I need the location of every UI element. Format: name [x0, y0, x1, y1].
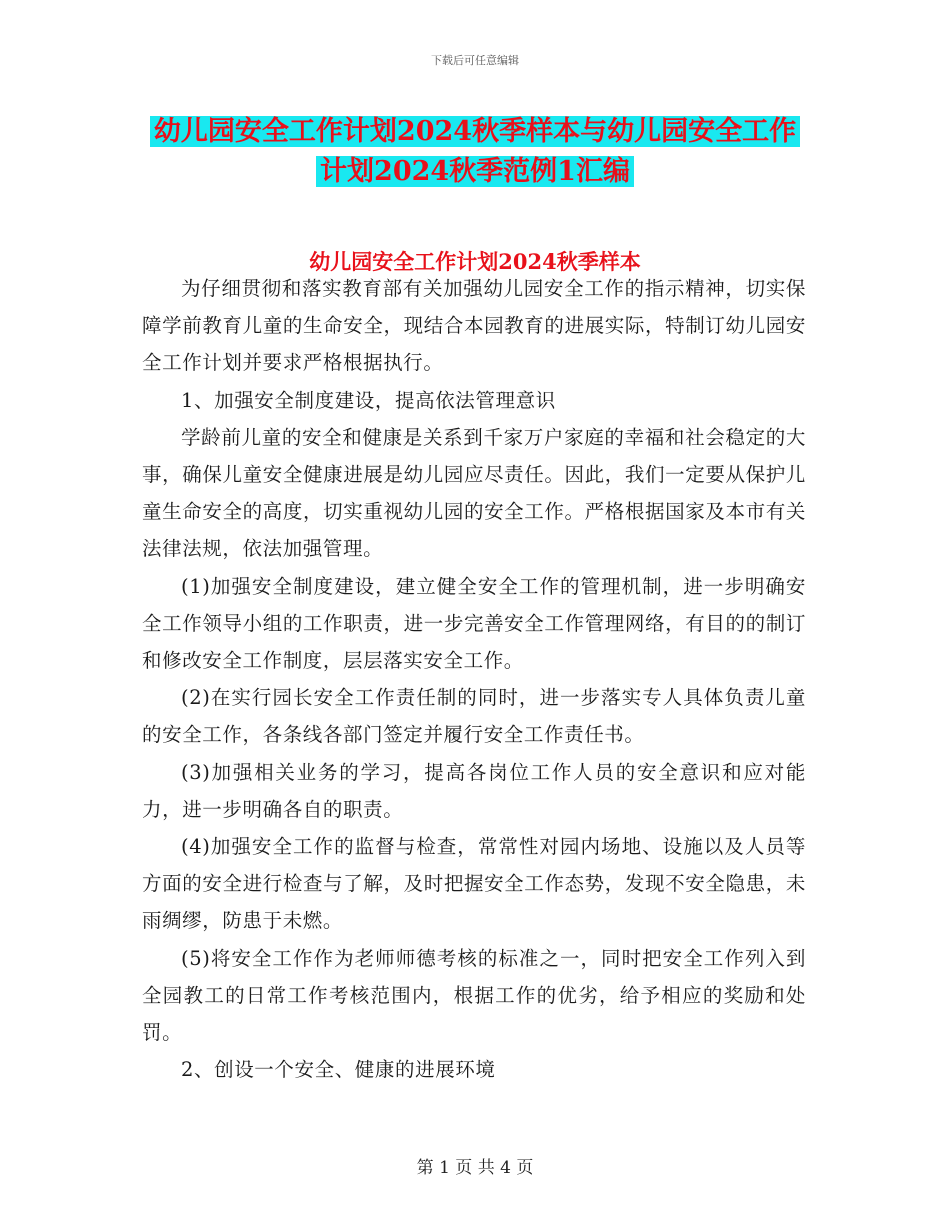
paragraph: (4)加强安全工作的监督与检查，常常性对园内场地、设施以及人员等方面的安全进行检查与了解，及时把握安全工作态势，发现不安全隐患，未雨绸缪，防患于未燃。: [142, 835, 806, 933]
paragraph: 1、加强安全制度建设，提高依法管理意识: [181, 388, 556, 412]
paragraph: 为仔细贯彻和落实教育部有关加强幼儿园安全工作的指示精神，切实保障学前教育儿童的生命安全，现结合本园教育的进展实际，特制订幼儿园安全工作计划并要求严格根据执行。: [142, 277, 806, 375]
paragraph: (5)将安全工作作为老师师德考核的标准之一，同时把安全工作列入到全园教工的日常工作考核范围内，根据工作的优劣，给予相应的奖励和处罚。: [142, 946, 806, 1045]
section-title: 幼儿园安全工作计划2024秋季样本: [309, 249, 641, 274]
document-title-line-1: 幼儿园安全工作计划2024秋季样本与幼儿园安全工作: [150, 116, 800, 147]
paragraph: 学龄前儿童的安全和健康是关系到千家万户家庭的幸福和社会稳定的大事，确保儿童安全健康进展是幼儿园应尽责任。因此，我们一定要从保护儿童生命安全的高度，切实重视幼儿园的安全工作。严格根据国家及本市有关法律法规，依法加强管理。: [142, 425, 806, 561]
document-title: [140, 112, 810, 192]
page-header: 下载后可任意编辑: [431, 54, 519, 67]
document-body: [142, 270, 806, 1088]
paragraph: 2、创设一个安全、健康的进展环境: [181, 1058, 496, 1082]
paragraph: (2)在实行园长安全工作责任制的同时，进一步落实专人具体负责儿童的安全工作，各条线各部门签定并履行安全工作责任书。: [142, 686, 806, 747]
document-title-line-2: 计划2024秋季范例1汇编: [316, 156, 634, 187]
page-footer: 第 1 页 共 4 页: [416, 1158, 534, 1178]
paragraph: (1)加强安全制度建设，建立健全安全工作的管理机制，进一步明确安全工作领导小组的工作职责，进一步完善安全工作管理网络，有目的的制订和修改安全工作制度，层层落实安全工作。: [142, 574, 806, 673]
paragraph: (3)加强相关业务的学习，提高各岗位工作人员的安全意识和应对能力，进一步明确各自的职责。: [142, 760, 806, 821]
